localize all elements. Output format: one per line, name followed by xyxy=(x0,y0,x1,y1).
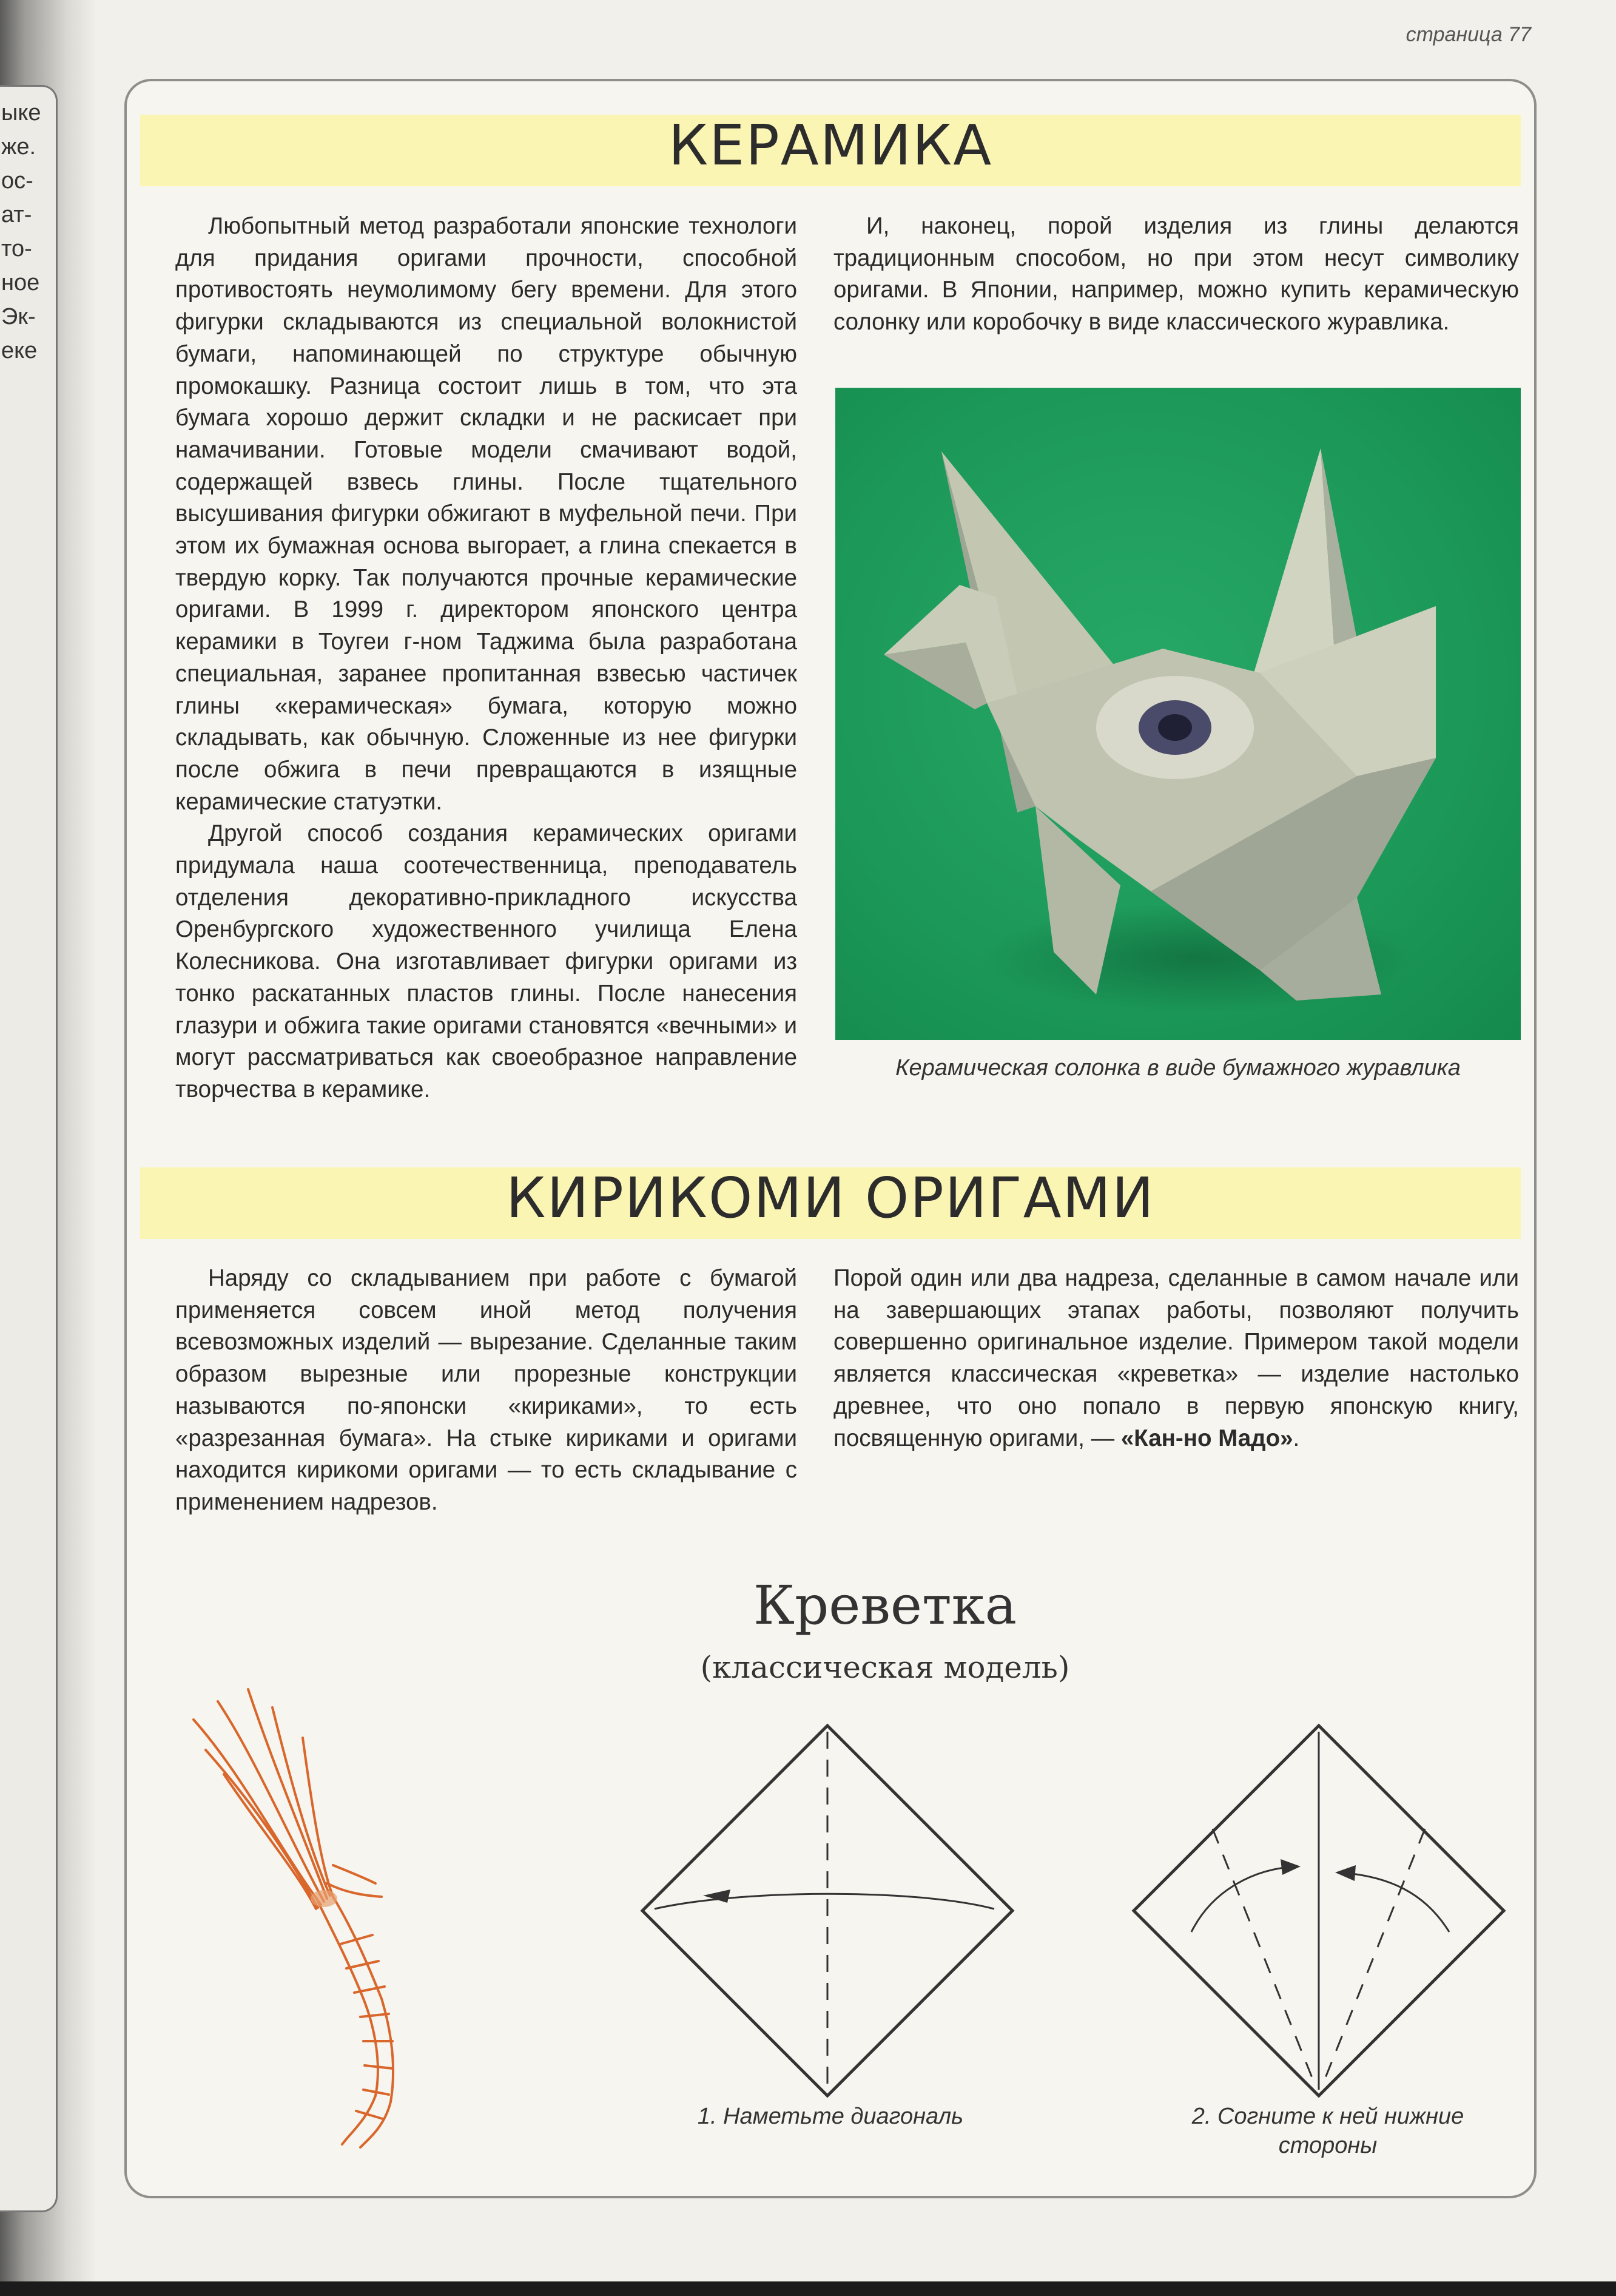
left-page-text: же. xyxy=(1,134,36,160)
left-page-text: ное xyxy=(1,270,40,295)
step2-diagram xyxy=(1122,1714,1516,2108)
section2-left-column xyxy=(175,1263,797,1519)
paragraph-text: Порой один или два надреза, сделанные в самом начале или на завершающих этапах работы, позволяют получить совершенно оригинальное изделие. Примером такой модели является классическая «креветка» — изделие настолько древнее, что оно попало в первую японскую книгу, посвященную оригами, — xyxy=(833,1265,1519,1451)
page-number: страница 77 xyxy=(1406,23,1531,46)
left-page-text: ыке xyxy=(1,100,41,126)
section-title-keramika: КЕРАМИКА xyxy=(668,113,993,178)
crane-image xyxy=(835,388,1521,1040)
left-page-text: то- xyxy=(1,236,32,262)
left-page-text: Эк- xyxy=(1,304,36,329)
shrimp-drawing xyxy=(181,1683,442,2156)
shrimp-subtitle: (классическая модель) xyxy=(700,1650,1070,1685)
section2-right-column xyxy=(833,1263,1519,1454)
content-frame xyxy=(124,79,1537,2198)
section1-right-column xyxy=(833,211,1519,339)
photo-caption: Керамическая солонка в виде бумажного журавлика xyxy=(895,1055,1461,1081)
paragraph: И, наконец, порой изделия из глины делаются традиционным способом, но при этом несут символику оригами. В Японии, например, можно купить керамическую солонку или коробочку в виде классического журавлика. xyxy=(833,213,1519,336)
step1-caption: 1. Наметьте диагональ xyxy=(697,2104,964,2129)
paragraph: Любопытный метод разработали японские технологи для придания оригами прочности, способной противостоять неумолимому бегу времени. Для этого фигурки складываются из специальной волокнистой бумаги, напоминающей по структуре обычную промокашку. Разница состоит лишь в том, что эта бумага хорошо держит складки и не раскисает при намачивании. Готовые модели смачивают водой, содержащей взвесь глины. После тщательного высушивания фигурки обжигают в муфельной печи. При этом их бумажная основа выгорает, а глина спекается в твердую корку. Так получаются прочные керамические оригами. В 1999 г. директором японского центра керамики в Тоугеи г-ном Таджима была разработана специальная, заранее пропитанная взвесью частичек глины «керамическая» бумага, которую можно складывать, как обычную. Сложенные из нее фигурки после обжига в печи превращаются в изящные керамические статуэтки. xyxy=(175,213,797,815)
paragraph: Другой способ создания керамических оригами придумала наша соотечественница, преподаватель отделения декоративно-прикладного искусства Оренбургского художественного училища Елена Колесникова. Она изготавливает фигурки оригами из тонко раскатанных пластов глины. После нанесения глазури и обжига такие оригами становятся «вечными» и могут рассматриваться как своеобразное направление творчества в керамике. xyxy=(175,820,797,1102)
paragraph: Наряду со складыванием при работе с бумагой применяется совсем иной метод получения всевозможных изделий — вырезание. Сделанные таким образом вырезные или прорезные конструкции называются по-японски «кириками», то есть «разрезанная бумага». На стыке кириками и оригами находится кирикоми оригами — то есть складывание с применением надрезов. xyxy=(175,1265,797,1515)
left-page-text: ос- xyxy=(1,168,33,194)
shrimp-title: Креветка xyxy=(753,1574,1017,1636)
ceramic-crane-photo xyxy=(835,388,1521,1040)
step1-diagram xyxy=(630,1714,1025,2108)
section1-left-column xyxy=(175,211,797,1106)
step2-caption: 2. Согните к ней нижние стороны xyxy=(1191,2104,1464,2158)
left-page-text: еке xyxy=(1,338,38,363)
section-title-kirikomi: КИРИКОМИ ОРИГАМИ xyxy=(506,1166,1155,1231)
left-page-text: ат- xyxy=(1,202,32,228)
scan-bottom-edge xyxy=(0,2281,1616,2296)
left-page-edge xyxy=(0,85,58,2212)
paragraph-end: . xyxy=(1293,1425,1300,1451)
book-title-bold: «Кан-но Мадо» xyxy=(1120,1425,1293,1451)
